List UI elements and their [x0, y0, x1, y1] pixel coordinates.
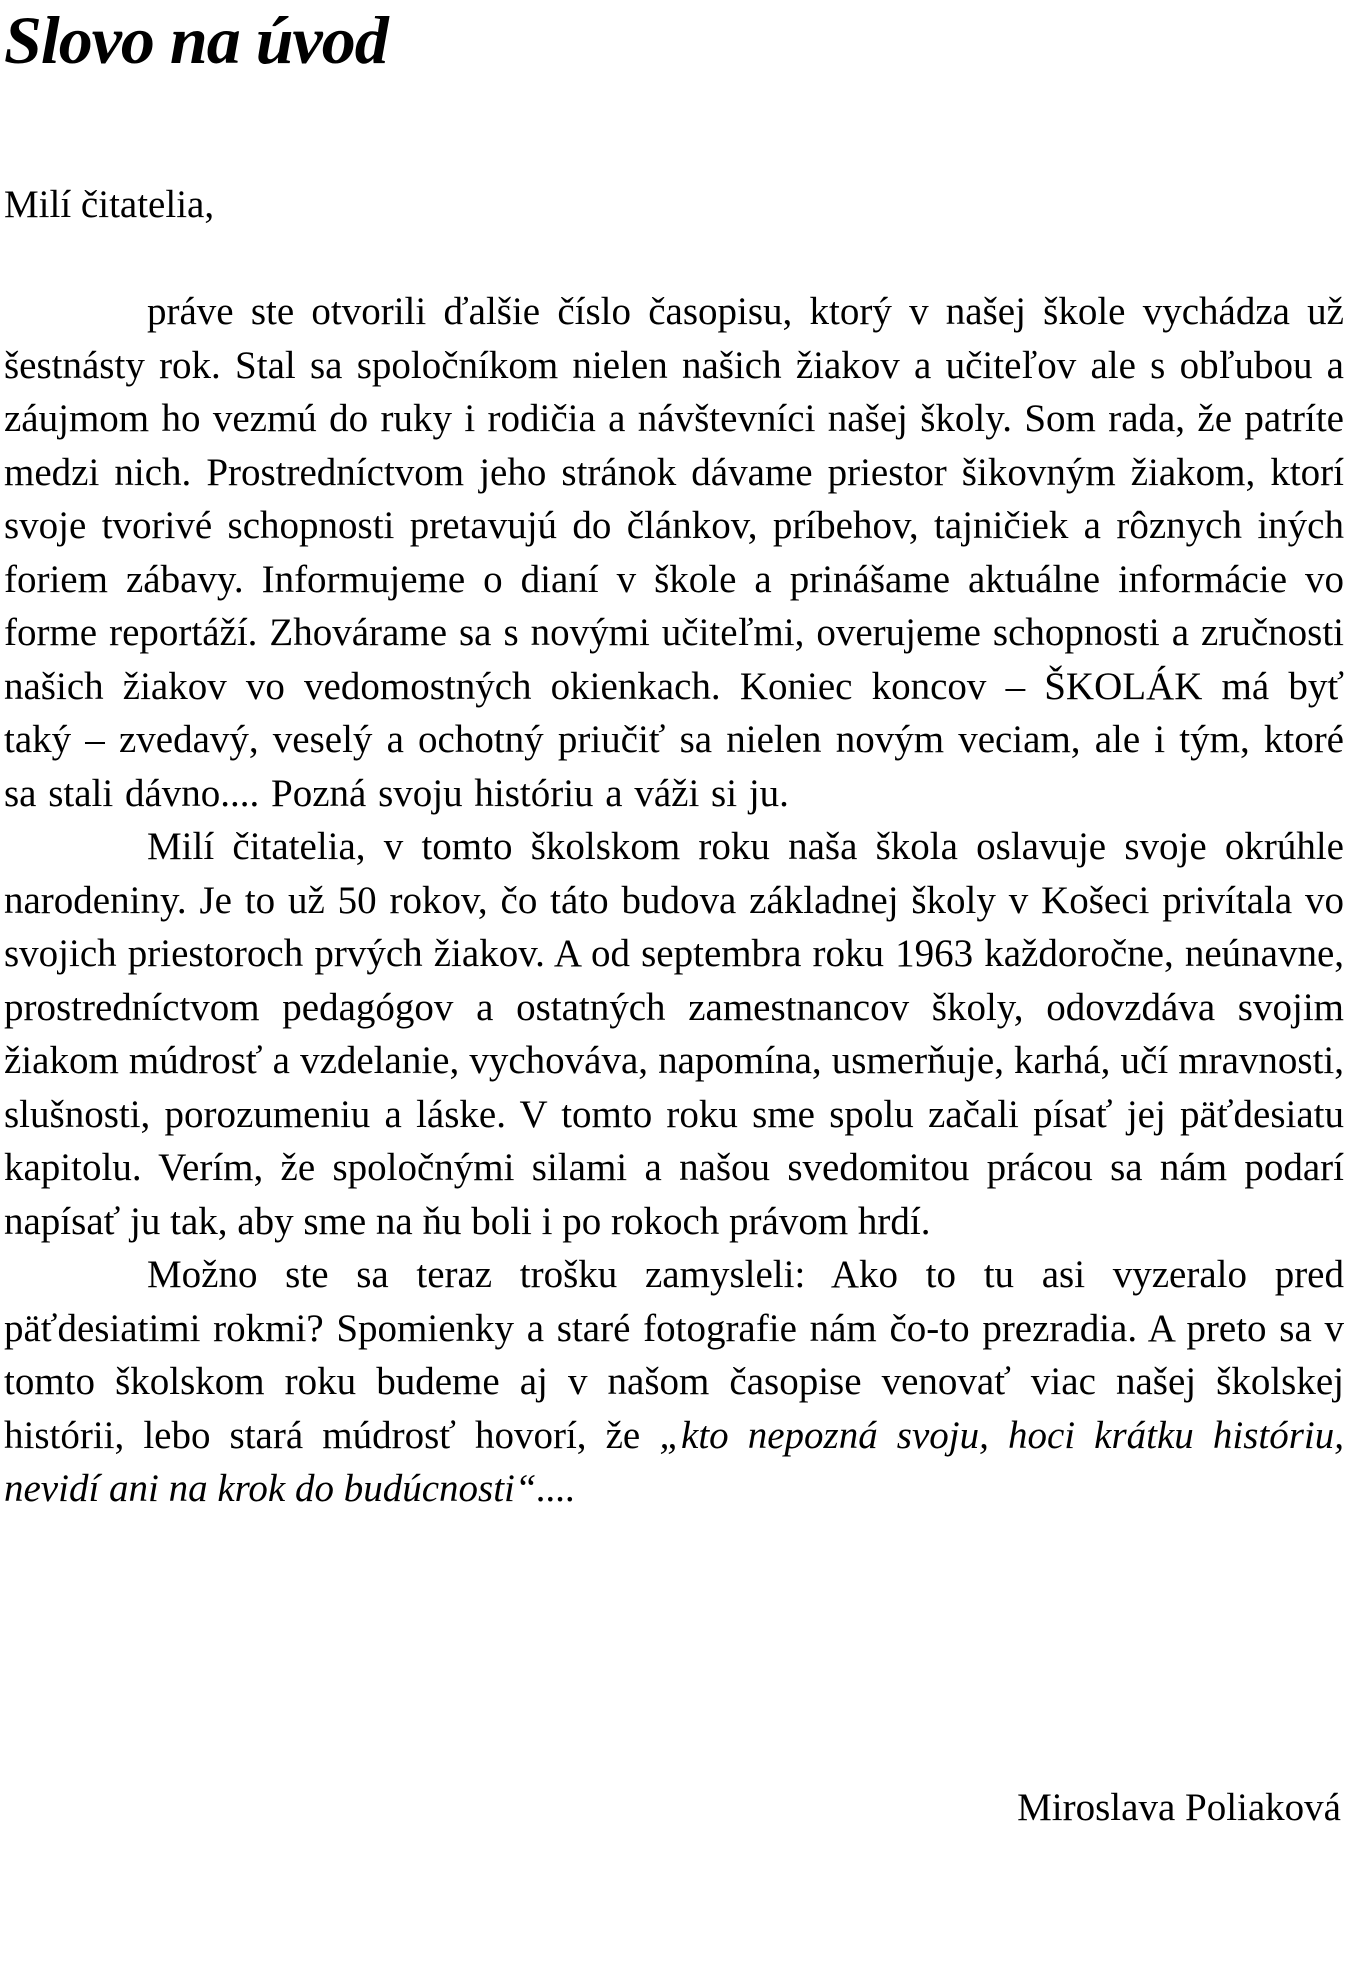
paragraph-1: práve ste otvorili ďalšie číslo časopisu, ktorý v našej škole vychádza už šestnásty rok. Stal sa spoločníkom nielen našich žiakov a učiteľov ale s obľubou a záujmom ho vezmú do ruky i rodičia a návštevníci našej školy. Som rada, že patríte medzi nich. Prostredníctvom jeho stránok dávame priestor šikovným žiakom, ktorí svoje tvorivé schopnosti pretavujú do článkov, príbehov, tajničiek a rôznych iných foriem zábavy. Informujeme o dianí v škole a prinášame aktuálne informácie vo forme reportáží. Zhovárame sa s novými učiteľmi, overujeme schopnosti a zručnosti našich žiakov vo vedomostných okienkach. Koniec koncov – ŠKOLÁK má byť taký – zvedavý, veselý a ochotný priučiť sa nielen novým veciam, ale i tým, ktoré sa stali dávno.... Pozná svoju históriu a váži si ju. — [4, 290, 1344, 815]
paragraph-3 — [4, 1248, 1344, 1516]
body-text — [4, 285, 1344, 1516]
paragraph-2: Milí čitatelia, v tomto školskom roku naša škola oslavuje svoje okrúhle narodeniny. Je to už 50 rokov, čo táto budova základnej školy v Košeci privítala vo svojich priestoroch prvých žiakov. A od septembra roku 1963 každoročne, neúnavne, prostredníctvom pedagógov a ostatných zamestnancov školy, odovzdáva svojim žiakom múdrosť a vzdelanie, vychováva, napomína, usmerňuje, karhá, učí mravnosti, slušnosti, porozumeniu a láske. V tomto roku sme spolu začali písať jej päťdesiatu kapitolu. Verím, že spoločnými silami a našou svedomitou prácou sa nám podarí napísať ju tak, aby sme na ňu boli i po rokoch právom hrdí. — [4, 825, 1344, 1243]
closing-quote: „kto nepozná svoju, hoci krátku históriu, nevidí ani na krok do budúcnosti“.... — [4, 1413, 1344, 1510]
salutation: Milí čitatelia, — [4, 183, 215, 226]
page-title: Slovo na úvod — [4, 2, 388, 78]
signature: Miroslava Poliaková — [1017, 1786, 1341, 1829]
paragraph-3-text: Možno ste sa teraz trošku zamysleli: Ako to tu asi vyzeralo pred päťdesiatimi rokmi? Spomienky a staré fotografie nám čo-to prezradia. A preto sa v tomto školskom roku budeme aj v našom časopise venovať viac našej školskej histórii, lebo stará múdrosť hovorí, že — [4, 1253, 1344, 1457]
